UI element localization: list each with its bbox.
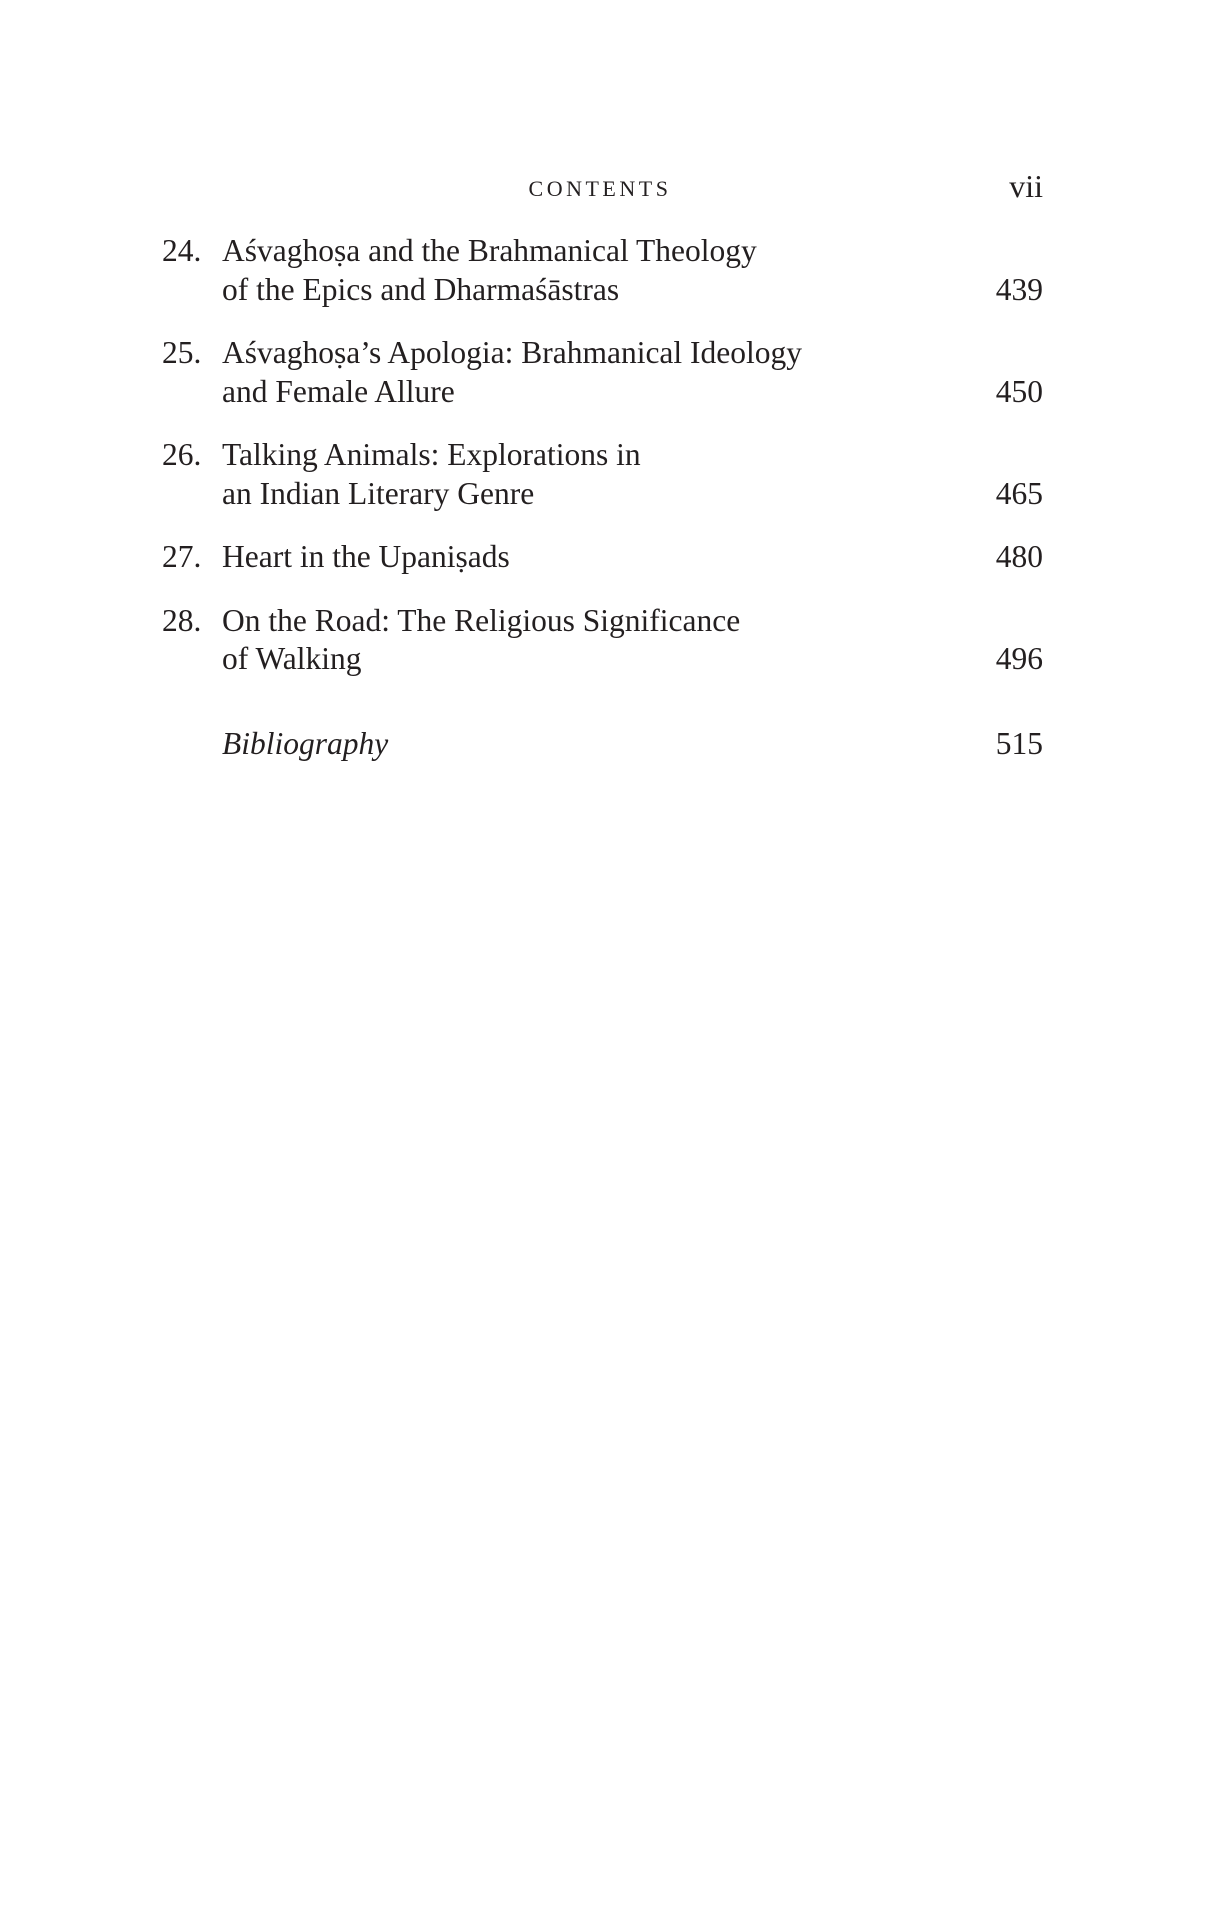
chapter-title-line: and Female Allure [222, 373, 455, 409]
toc-entry-24 [162, 232, 1043, 309]
chapter-page-number: 480 [995, 539, 1043, 574]
chapter-page-number: 439 [995, 271, 1043, 307]
chapter-number: 26. [162, 437, 202, 472]
chapter-title-line: Talking Animals: Explorations in [222, 437, 641, 472]
chapter-number: 27. [162, 539, 202, 574]
toc-entry-27 [162, 538, 1043, 577]
chapter-page-number: 496 [995, 641, 1043, 676]
chapter-title [222, 232, 953, 309]
table-of-contents [162, 232, 1043, 788]
chapter-number: 24. [162, 233, 202, 268]
chapter-title [222, 334, 953, 411]
toc-entry-25 [162, 334, 1043, 411]
toc-entry-28 [162, 602, 1043, 679]
chapter-title-line: On the Road: The Religious Significance [222, 602, 741, 638]
toc-entry-26 [162, 436, 1043, 513]
chapter-title-line: an Indian Literary Genre [222, 475, 535, 511]
chapter-title [222, 538, 953, 577]
chapter-title-line: Heart in the Upaniṣads [222, 539, 510, 574]
chapter-number: 28. [162, 602, 202, 638]
chapter-title-line: Aśvaghoṣa and the Brahmanical Theology [222, 233, 757, 268]
bibliography-title: Bibliography [222, 725, 389, 761]
chapter-page-number: 465 [995, 475, 1043, 511]
chapter-title-line: Aśvaghoṣa’s Apologia: Brahmanical Ideology [222, 335, 803, 370]
chapter-title [222, 602, 953, 679]
chapter-number: 25. [162, 335, 202, 370]
running-head [0, 168, 1214, 208]
chapter-page-number: 450 [995, 373, 1043, 409]
running-head-title: CONTENTS [528, 176, 672, 201]
chapter-title-line: of the Epics and Dharmaśāstras [222, 271, 620, 307]
page-folio: vii [1009, 168, 1043, 204]
chapter-title [222, 436, 953, 513]
toc-entry-bibliography [162, 725, 1043, 764]
chapter-title-line: of Walking [222, 641, 362, 676]
bibliography-page-number: 515 [995, 725, 1043, 761]
